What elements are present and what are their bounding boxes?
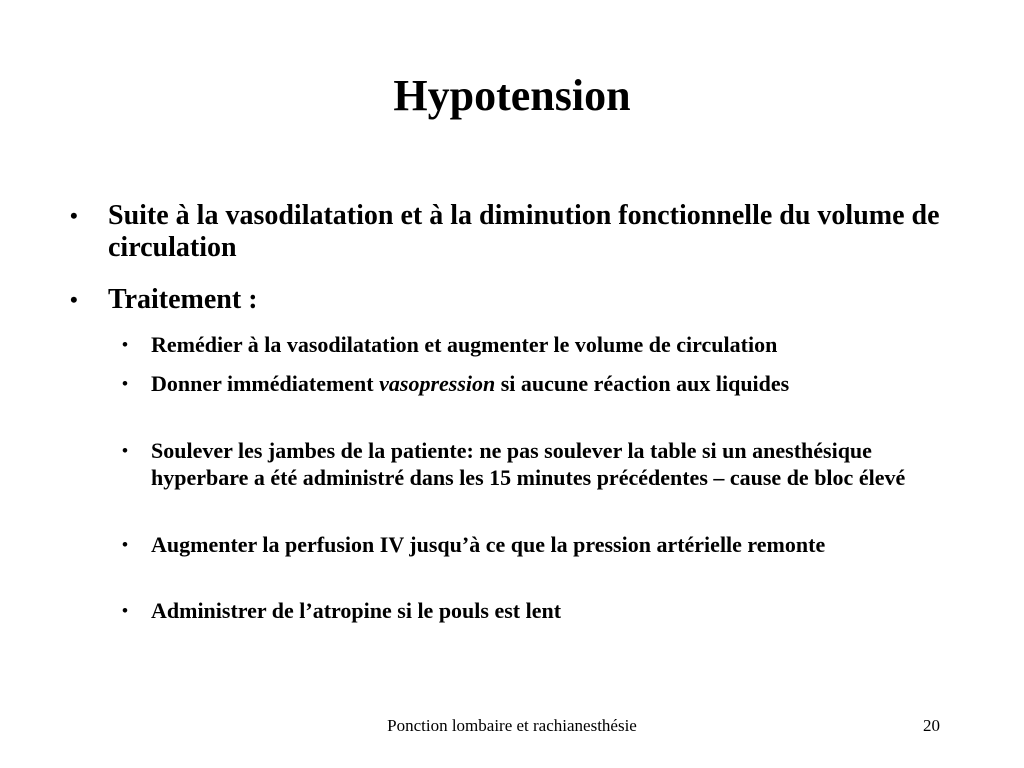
sub-bullet-text-before: Donner immédiatement xyxy=(151,371,380,396)
sub-bullet-item xyxy=(118,331,968,358)
bullet-text: Traitement : xyxy=(108,284,258,315)
bullet-marker: • xyxy=(70,203,78,228)
sub-bullet-text xyxy=(118,370,968,397)
sub-bullet-marker: • xyxy=(122,441,128,460)
sub-bullet-item xyxy=(118,437,968,491)
sub-bullet-item xyxy=(118,370,968,397)
sub-bullet-text: Soulever les jambes de la patiente: ne pas soulever la table si un anesthésique hyperbare a été administré dans les 15 minutes précédentes – cause de bloc élevé xyxy=(151,438,906,490)
sub-bullet-text: Augmenter la perfusion IV jusqu’à ce que la pression artérielle remonte xyxy=(151,532,826,557)
sub-bullet-item xyxy=(118,531,968,558)
sub-bullet-marker: • xyxy=(122,535,128,554)
sub-bullet-marker: • xyxy=(122,374,128,393)
sub-bullet-marker: • xyxy=(122,601,128,620)
sub-bullet-text: Remédier à la vasodilatation et augmenter le volume de circulation xyxy=(151,332,778,357)
sub-bullet-item xyxy=(118,597,968,624)
sub-bullet-text-after: si aucune réaction aux liquides xyxy=(495,371,790,396)
slide-title: Hypotension xyxy=(393,71,631,120)
sub-bullet-text: Administrer de l’atropine si le pouls est lent xyxy=(151,598,562,623)
bullet-item xyxy=(64,284,964,316)
sub-bullet-marker: • xyxy=(122,335,128,354)
bullet-marker: • xyxy=(70,287,78,312)
page-number: 20 xyxy=(923,716,940,735)
bullet-item xyxy=(64,200,964,264)
sub-bullet-text-italic: vasopression xyxy=(379,371,496,396)
footer-title: Ponction lombaire et rachianesthésie xyxy=(387,716,637,735)
bullet-text: Suite à la vasodilatation et à la diminution fonctionnelle du volume de circulation xyxy=(108,200,940,263)
